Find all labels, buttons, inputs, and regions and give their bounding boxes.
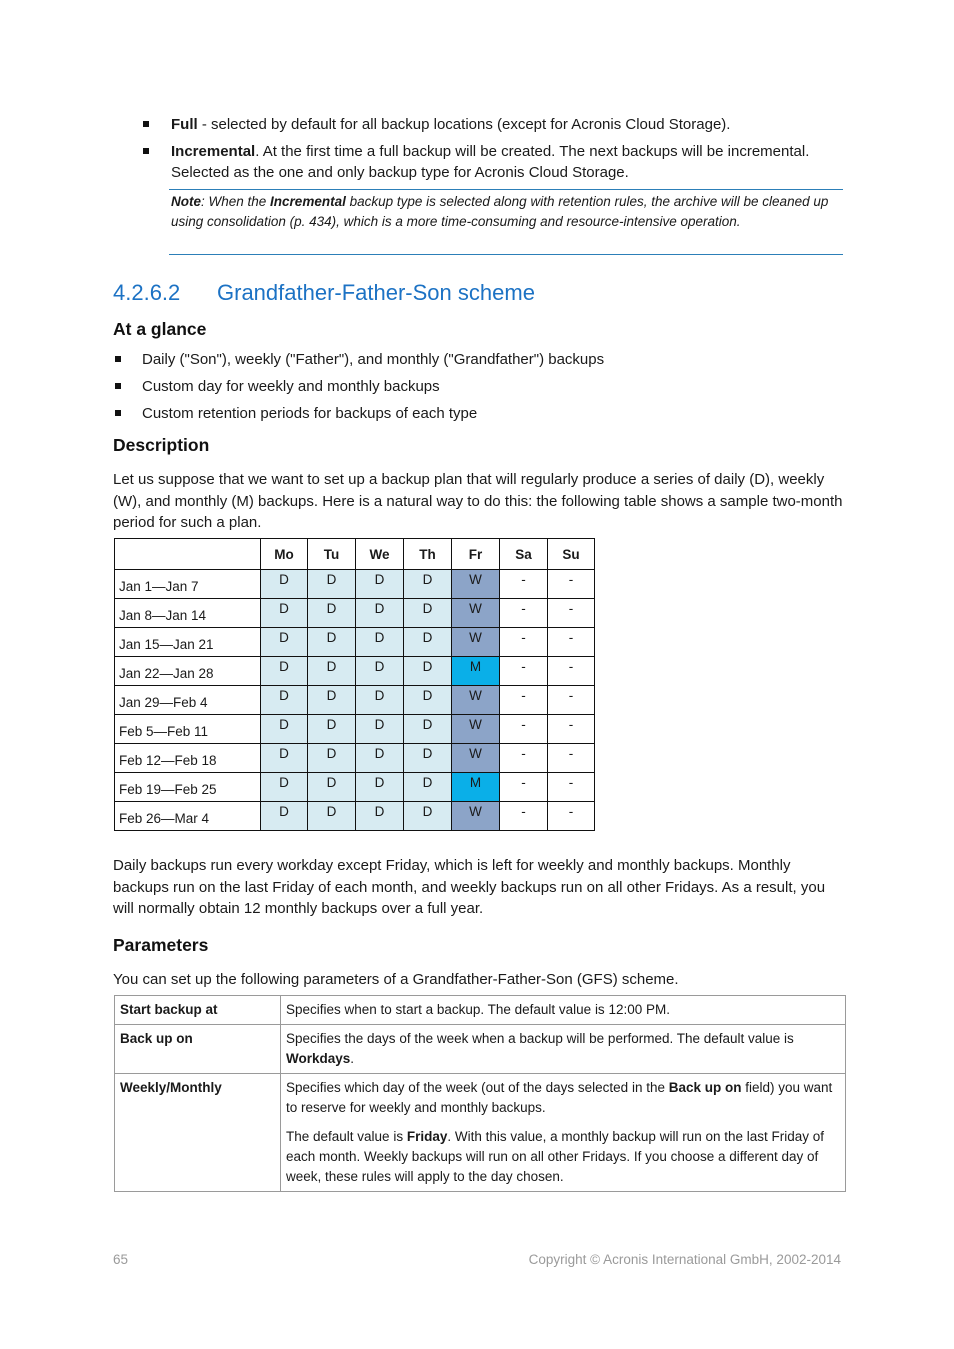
schedule-cell: D — [404, 657, 452, 686]
schedule-cell: W — [452, 686, 500, 715]
schedule-cell: D — [308, 599, 356, 628]
description-intro: Let us suppose that we want to set up a backup plan that will regularly produce a series of daily (D), weekly (W), and monthly (M) backups. Here is a natural way to do this: the following table shows a sample two-month period for such a plan. — [113, 471, 843, 531]
bullet-square-icon — [143, 148, 149, 154]
table-row — [115, 686, 595, 715]
param-value: Specifies when to start a backup. The default value is 12:00 PM. — [281, 996, 846, 1025]
param-key: Weekly/Monthly — [115, 1074, 281, 1192]
schedule-cell: D — [308, 773, 356, 802]
week-label: Jan 29—Feb 4 — [115, 686, 261, 715]
table-row — [115, 996, 846, 1025]
schedule-cell: D — [356, 628, 404, 657]
schedule-cell: D — [261, 802, 308, 831]
schedule-cell: W — [452, 715, 500, 744]
schedule-cell: D — [308, 570, 356, 599]
schedule-cell: D — [356, 715, 404, 744]
at-a-glance-list — [114, 349, 844, 424]
schedule-cell: D — [261, 570, 308, 599]
column-header: We — [356, 539, 404, 570]
schedule-cell: - — [500, 744, 548, 773]
list-item: Full - selected by default for all backup locations (except for Acronis Cloud Storage). — [143, 114, 843, 135]
parameters-heading: Parameters — [113, 935, 209, 955]
schedule-cell: - — [500, 686, 548, 715]
list-item: Custom day for weekly and monthly backups — [114, 376, 844, 397]
schedule-cell: M — [452, 657, 500, 686]
schedule-cell: W — [452, 628, 500, 657]
list-item: Custom retention periods for backups of each type — [114, 403, 844, 424]
schedule-cell: D — [356, 599, 404, 628]
schedule-cell: D — [261, 628, 308, 657]
table-row — [115, 773, 595, 802]
schedule-cell: D — [261, 599, 308, 628]
parameters-intro: You can set up the following parameters of a Grandfather-Father-Son (GFS) scheme. — [113, 971, 679, 988]
schedule-cell: - — [548, 628, 595, 657]
week-label: Feb 26—Mar 4 — [115, 802, 261, 831]
schedule-cell: D — [404, 599, 452, 628]
schedule-cell: D — [308, 802, 356, 831]
column-header — [115, 539, 261, 570]
schedule-cell: - — [548, 657, 595, 686]
column-header: Su — [548, 539, 595, 570]
schedule-cell: D — [404, 686, 452, 715]
table-row — [115, 1025, 846, 1074]
description-heading: Description — [113, 435, 210, 455]
schedule-cell: D — [261, 715, 308, 744]
copyright: Copyright © Acronis International GmbH, 2002-2014 — [528, 1252, 841, 1267]
table-row — [115, 744, 595, 773]
schedule-cell: D — [261, 657, 308, 686]
week-label: Jan 15—Jan 21 — [115, 628, 261, 657]
schedule-cell: - — [548, 686, 595, 715]
week-label: Jan 22—Jan 28 — [115, 657, 261, 686]
schedule-cell: - — [548, 715, 595, 744]
schedule-cell: - — [500, 570, 548, 599]
description-after: Daily backups run every workday except Friday, which is left for weekly and monthly backups. Monthly backups run on the last Friday of each month, and weekly backups run on all other Fridays. As a result, you will normally obtain 12 monthly backups over a full year. — [113, 857, 826, 917]
schedule-cell: - — [500, 628, 548, 657]
table-header-row — [115, 539, 595, 570]
param-key: Start backup at — [115, 996, 281, 1025]
schedule-table — [114, 538, 595, 831]
column-header: Sa — [500, 539, 548, 570]
schedule-cell: D — [308, 715, 356, 744]
backup-type-list — [143, 114, 843, 183]
schedule-cell: - — [548, 599, 595, 628]
schedule-cell: D — [356, 686, 404, 715]
column-header: Th — [404, 539, 452, 570]
column-header: Fr — [452, 539, 500, 570]
schedule-cell: D — [356, 744, 404, 773]
schedule-cell: D — [404, 570, 452, 599]
schedule-cell: D — [308, 686, 356, 715]
schedule-cell: - — [548, 744, 595, 773]
week-label: Feb 5—Feb 11 — [115, 715, 261, 744]
week-label: Feb 19—Feb 25 — [115, 773, 261, 802]
schedule-cell: W — [452, 570, 500, 599]
param-key: Back up on — [115, 1025, 281, 1074]
schedule-cell: D — [404, 628, 452, 657]
bullet-square-icon — [115, 356, 121, 362]
bullet-square-icon — [115, 383, 121, 389]
schedule-cell: D — [404, 802, 452, 831]
schedule-cell: D — [404, 744, 452, 773]
schedule-cell: - — [500, 802, 548, 831]
bullet-square-icon — [143, 121, 149, 127]
schedule-cell: D — [308, 657, 356, 686]
week-label: Jan 8—Jan 14 — [115, 599, 261, 628]
schedule-body — [115, 570, 595, 831]
schedule-cell: D — [356, 802, 404, 831]
table-row — [115, 657, 595, 686]
table-row — [115, 802, 595, 831]
schedule-cell: D — [308, 628, 356, 657]
schedule-cell: - — [548, 570, 595, 599]
schedule-cell: W — [452, 599, 500, 628]
table-row — [115, 715, 595, 744]
schedule-cell: D — [261, 686, 308, 715]
schedule-cell: D — [404, 773, 452, 802]
schedule-cell: D — [356, 570, 404, 599]
section-heading: 4.2.6.2 Grandfather-Father-Son scheme — [113, 280, 535, 305]
column-header: Tu — [308, 539, 356, 570]
schedule-cell: - — [500, 599, 548, 628]
param-value: Specifies the days of the week when a backup will be performed. The default value is Workdays. — [281, 1025, 846, 1074]
schedule-cell: - — [500, 657, 548, 686]
page-number: 65 — [113, 1252, 129, 1267]
schedule-cell: - — [548, 773, 595, 802]
schedule-cell: M — [452, 773, 500, 802]
list-item: Incremental. At the first time a full backup will be created. The next backups will be incremental. Selected as the one and only backup type for Acronis Cloud Storage. — [143, 141, 843, 183]
param-value: Specifies which day of the week (out of the days selected in the Back up on field) you want to reserve for weekly and monthly backups. The default value is Friday. With this value, a monthly backup will run on the last Friday of each month. Weekly backups will run on all other Fridays. If you choose a different day of week, these rules will apply to the day chosen. — [281, 1074, 846, 1192]
schedule-cell: D — [308, 744, 356, 773]
schedule-cell: W — [452, 802, 500, 831]
schedule-cell: D — [356, 657, 404, 686]
schedule-cell: W — [452, 744, 500, 773]
parameters-table — [114, 995, 846, 1192]
bullet-square-icon — [115, 410, 121, 416]
schedule-cell: - — [548, 802, 595, 831]
schedule-cell: D — [261, 773, 308, 802]
schedule-cell: - — [500, 773, 548, 802]
schedule-cell: D — [404, 715, 452, 744]
schedule-cell: D — [356, 773, 404, 802]
table-row — [115, 570, 595, 599]
schedule-cell: D — [261, 744, 308, 773]
schedule-cell: - — [500, 715, 548, 744]
note-box: Note: When the Incremental backup type is selected along with retention rules, the archive will be cleaned up using consolidation (p. 434), which is a more time-consuming and resource-intensive operation. — [169, 189, 843, 255]
at-a-glance-heading: At a glance — [113, 319, 207, 339]
list-item: Daily ("Son"), weekly ("Father"), and monthly ("Grandfather") backups — [114, 349, 844, 370]
table-row — [115, 628, 595, 657]
table-row — [115, 599, 595, 628]
week-label: Feb 12—Feb 18 — [115, 744, 261, 773]
week-label: Jan 1—Jan 7 — [115, 570, 261, 599]
column-header: Mo — [261, 539, 308, 570]
table-row — [115, 1074, 846, 1192]
